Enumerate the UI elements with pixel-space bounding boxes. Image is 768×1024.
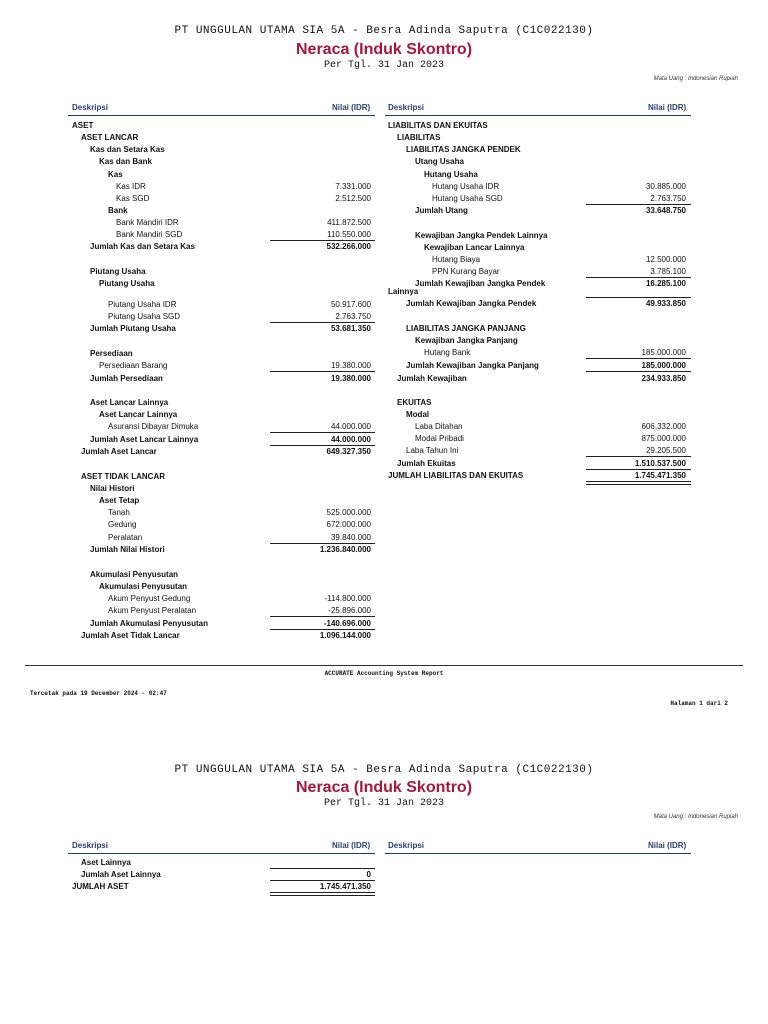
subtotal-rule	[270, 868, 375, 869]
subtotal-rule	[270, 616, 375, 617]
row-nilai-histori: Nilai Histori	[90, 484, 135, 493]
value-bank-mandiri-sgd: 110.550.000	[327, 230, 371, 239]
row-hutang-usaha-idr: Hutang Usaha IDR	[432, 182, 500, 191]
value-jumlah-akumulasi-penyusutan: -140.696.000	[323, 619, 371, 628]
row-kas-sgd: Kas SGD	[116, 194, 150, 203]
row-piutang-usaha-sub: Piutang Usaha	[99, 279, 155, 288]
row-liabilitas-dan-ekuitas: LIABILITAS DAN EKUITAS	[388, 121, 488, 130]
value-akum-penyust-gedung: -114.800.000	[324, 594, 371, 603]
row-tanah: Tanah	[108, 508, 130, 517]
row-hutang-usaha: Hutang Usaha	[424, 170, 478, 179]
row-aset-lancar-lainnya-group: Aset Lancar Lainnya	[90, 398, 169, 407]
currency-label: Mata Uang : Indonesian Rupiah	[653, 76, 738, 82]
grand-total-double-rule	[586, 481, 691, 485]
row-hutang-biaya: Hutang Biaya	[432, 255, 481, 264]
row-aset-tetap: Aset Tetap	[99, 496, 140, 505]
footer-page-number: Halaman 1 dari 2	[670, 700, 728, 707]
value-jumlah-utang: 33.648.750	[645, 206, 686, 215]
row-hutang-bank: Hutang Bank	[424, 348, 471, 357]
value-bank-mandiri-idr: 411.872.500	[327, 218, 371, 227]
row-peralatan: Peralatan	[108, 533, 143, 542]
report-period: Per Tgl. 31 Jan 2023	[323, 798, 445, 809]
row-ekuitas: EKUITAS	[397, 398, 432, 407]
value-laba-tahun-ini: 29.205.500	[645, 446, 686, 455]
row-kas-idr: Kas IDR	[116, 182, 146, 191]
row-kas-setara-kas: Kas dan Setara Kas	[90, 145, 165, 154]
value-laba-ditahan: 606.332.000	[641, 422, 686, 431]
report-period: Per Tgl. 31 Jan 2023	[323, 60, 445, 71]
row-aset-lancar-lainnya-sub: Aset Lancar Lainnya	[99, 410, 178, 419]
row-modal: Modal	[406, 410, 430, 419]
value-jumlah-aset-lancar-lainnya: 44.000.000	[330, 435, 371, 444]
value-jumlah-persediaan: 19.380.000	[330, 374, 371, 383]
row-piutang-usaha-idr: Piutang Usaha IDR	[108, 300, 177, 309]
row-jumlah-kewajiban-jangka-pendek: Jumlah Kewajiban Jangka Pendek	[406, 299, 537, 308]
row-persediaan: Persediaan	[90, 349, 133, 358]
row-laba-tahun-ini: Laba Tahun Ini	[406, 446, 459, 455]
subtotal-rule	[586, 371, 691, 372]
row-ppn-kurang-bayar: PPN Kurang Bayar	[432, 267, 500, 276]
row-jumlah-aset: JUMLAH ASET	[72, 882, 129, 891]
value-jumlah-aset-lainnya: 0	[366, 870, 371, 879]
value-piutang-usaha-idr: 50.917.600	[330, 300, 371, 309]
right-header-rule	[385, 115, 691, 116]
subtotal-rule	[270, 629, 375, 630]
row-liabilitas: LIABILITAS	[397, 133, 441, 142]
right-col-desc-header: Deskripsi	[388, 103, 425, 112]
subtotal-rule	[270, 240, 375, 241]
row-hutang-usaha-sgd: Hutang Usaha SGD	[432, 194, 503, 203]
row-kewajiban-lancar-lainnya: Kewajiban Lancar Lainnya	[424, 243, 525, 252]
row-akumulasi-penyusutan-group: Akumulasi Penyusutan	[90, 570, 179, 579]
row-kewajiban-jangka-panjang: Kewajiban Jangka Panjang	[415, 336, 518, 345]
row-laba-ditahan: Laba Ditahan	[415, 422, 463, 431]
value-hutang-usaha-sgd: 2.763.750	[650, 194, 686, 203]
report-title: Neraca (Induk Skontro)	[295, 779, 473, 796]
value-jumlah-nilai-histori: 1.236.840.000	[319, 545, 371, 554]
currency-label: Mata Uang : Indonesian Rupiah	[653, 814, 738, 820]
row-akum-penyust-peralatan: Akum Penyust Peralatan	[108, 606, 197, 615]
subtotal-rule	[586, 456, 691, 457]
subtotal-rule	[586, 469, 691, 470]
value-modal-pribadi: 875.000.000	[641, 434, 686, 443]
row-aset-tidak-lancar: ASET TIDAK LANCAR	[81, 472, 165, 481]
footer-printed-at: Tercetak pada 19 December 2024 - 02:47	[30, 690, 167, 697]
row-jumlah-kewajiban-jangka-pendek-lainnya: Jumlah Kewajiban Jangka Pendek	[415, 279, 546, 288]
footer-report-name: ACCURATE Accounting System Report	[324, 670, 444, 677]
right-header-rule	[385, 853, 691, 854]
row-jumlah-kas-setara-kas: Jumlah Kas dan Setara Kas	[90, 242, 195, 251]
row-jumlah-aset-lancar: Jumlah Aset Lancar	[81, 447, 157, 456]
grand-total-double-rule	[270, 892, 375, 896]
row-aset-lancar: ASET LANCAR	[81, 133, 139, 142]
row-kas: Kas	[108, 170, 123, 179]
value-kas-idr: 7.331.000	[335, 182, 371, 191]
value-jumlah-aset-lancar: 649.327.350	[326, 447, 371, 456]
row-liabilitas-jangka-panjang: LIABILITAS JANGKA PANJANG	[406, 324, 526, 333]
subtotal-rule	[270, 371, 375, 372]
row-kewajiban-jangka-pendek-lainnya: Kewajiban Jangka Pendek Lainnya	[415, 231, 548, 240]
company-name: PT UNGGULAN UTAMA SIA 5A - Besra Adinda Saputra (C1C022130)	[174, 764, 594, 776]
value-asuransi-dibayar-dimuka: 44.000.000	[330, 422, 371, 431]
left-col-desc-header: Deskripsi	[72, 103, 109, 112]
row-persediaan-barang: Persediaan Barang	[99, 361, 168, 370]
row-piutang-usaha-sgd: Piutang Usaha SGD	[108, 312, 181, 321]
left-header-rule	[68, 115, 375, 116]
row-piutang-usaha-group: Piutang Usaha	[90, 267, 146, 276]
subtotal-rule	[270, 445, 375, 446]
row-jumlah-persediaan: Jumlah Persediaan	[90, 374, 163, 383]
value-persediaan-barang: 19.380.000	[330, 361, 371, 370]
row-jumlah-aset-tidak-lancar: Jumlah Aset Tidak Lancar	[81, 631, 180, 640]
value-jumlah-kewajiban-jangka-pendek-lainnya: 16.285.100	[645, 279, 686, 288]
value-piutang-usaha-sgd: 2.763.750	[335, 312, 371, 321]
right-col-value-header: Nilai (IDR)	[648, 103, 687, 112]
value-akum-penyust-peralatan: -25.896.000	[328, 606, 371, 615]
row-jumlah-ekuitas: Jumlah Ekuitas	[397, 459, 456, 468]
value-jumlah-aset: 1.745.471.350	[319, 882, 371, 891]
value-jumlah-kas-setara-kas: 532.266.000	[326, 242, 371, 251]
row-jumlah-aset-lancar-lainnya: Jumlah Aset Lancar Lainnya	[90, 435, 199, 444]
value-tanah: 525.000.000	[326, 508, 371, 517]
subtotal-rule	[586, 204, 691, 205]
row-jumlah-akumulasi-penyusutan: Jumlah Akumulasi Penyusutan	[90, 619, 208, 628]
value-hutang-bank: 185.000.000	[641, 348, 686, 357]
row-jumlah-aset-lainnya: Jumlah Aset Lainnya	[81, 870, 161, 879]
row-akum-penyust-gedung: Akum Penyust Gedung	[108, 594, 191, 603]
row-bank: Bank	[108, 206, 128, 215]
subtotal-rule	[270, 322, 375, 323]
value-jumlah-kewajiban: 234.933.850	[641, 374, 686, 383]
footer-rule	[25, 665, 743, 666]
row-jumlah-kewajiban: Jumlah Kewajiban	[397, 374, 467, 383]
left-col-desc-header: Deskripsi	[72, 841, 109, 850]
row-aset: ASET	[72, 121, 94, 130]
value-jumlah-aset-tidak-lancar: 1.096.144.000	[319, 631, 371, 640]
value-jumlah-kewajiban-jangka-panjang: 185.000.000	[641, 361, 686, 370]
row-jumlah-piutang-usaha: Jumlah Piutang Usaha	[90, 324, 176, 333]
value-jumlah-ekuitas: 1.510.537.500	[634, 459, 686, 468]
value-ppn-kurang-bayar: 3.785.100	[650, 267, 686, 276]
row-modal-pribadi: Modal Pribadi	[415, 434, 464, 443]
left-header-rule	[68, 853, 375, 854]
value-kas-sgd: 2.512.500	[335, 194, 371, 203]
right-col-value-header: Nilai (IDR)	[648, 841, 687, 850]
row-utang-usaha: Utang Usaha	[415, 157, 464, 166]
row-jumlah-utang: Jumlah Utang	[415, 206, 468, 215]
value-hutang-usaha-idr: 30.885.000	[645, 182, 686, 191]
value-jumlah-kewajiban-jangka-pendek: 49.933.850	[645, 299, 686, 308]
left-col-value-header: Nilai (IDR)	[332, 103, 371, 112]
value-gedung: 672.000.000	[326, 520, 371, 529]
row-jumlah-nilai-histori: Jumlah Nilai Histori	[90, 545, 165, 554]
row-aset-lainnya: Aset Lainnya	[81, 858, 131, 867]
row-gedung: Gedung	[108, 520, 137, 529]
subtotal-rule	[270, 543, 375, 544]
right-col-desc-header: Deskripsi	[388, 841, 425, 850]
row-asuransi-dibayar-dimuka: Asuransi Dibayar Dimuka	[108, 422, 199, 431]
value-jumlah-piutang-usaha: 53.681.350	[330, 324, 371, 333]
subtotal-rule	[586, 297, 691, 298]
company-name: PT UNGGULAN UTAMA SIA 5A - Besra Adinda Saputra (C1C022130)	[174, 25, 594, 37]
report-title: Neraca (Induk Skontro)	[295, 41, 473, 58]
row-jumlah-kewajiban-jangka-panjang: Jumlah Kewajiban Jangka Panjang	[406, 361, 539, 370]
row-liabilitas-jangka-pendek: LIABILITAS JANGKA PENDEK	[406, 145, 521, 154]
value-hutang-biaya: 12.500.000	[645, 255, 686, 264]
row-lainnya-wrap: Lainnya	[388, 287, 419, 296]
value-jumlah-liabilitas-dan-ekuitas: 1.745.471.350	[634, 471, 686, 480]
row-kas-dan-bank: Kas dan Bank	[99, 157, 152, 166]
value-peralatan: 39.840.000	[330, 533, 371, 542]
row-jumlah-liabilitas-dan-ekuitas: JUMLAH LIABILITAS DAN EKUITAS	[388, 471, 524, 480]
subtotal-rule	[270, 880, 375, 881]
row-bank-mandiri-sgd: Bank Mandiri SGD	[116, 230, 183, 239]
left-col-value-header: Nilai (IDR)	[332, 841, 371, 850]
subtotal-rule	[586, 358, 691, 359]
row-bank-mandiri-idr: Bank Mandiri IDR	[116, 218, 179, 227]
row-akumulasi-penyusutan-sub: Akumulasi Penyusutan	[99, 582, 188, 591]
subtotal-rule	[586, 277, 691, 278]
subtotal-rule	[270, 432, 375, 433]
